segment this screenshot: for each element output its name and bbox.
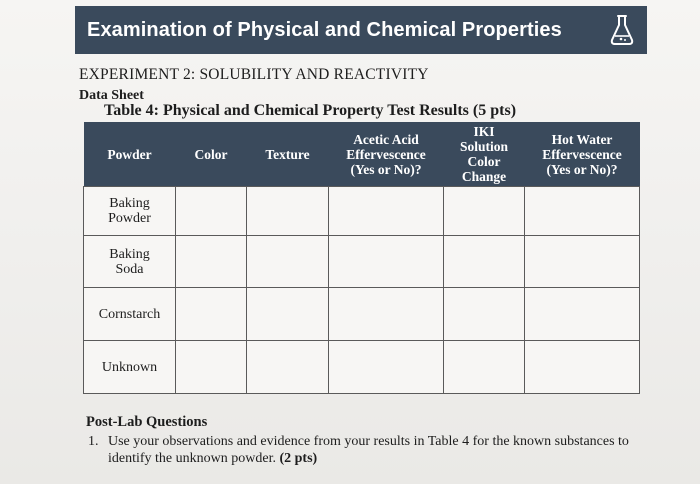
column-header-texture: Texture (247, 122, 329, 187)
question-number: 1. (88, 434, 99, 449)
table-row (84, 187, 640, 236)
powder-name-cell: Unknown (84, 341, 176, 394)
color-cell[interactable] (176, 187, 247, 236)
property-test-table (83, 122, 640, 394)
powder-name-cell: Baking Powder (84, 187, 176, 236)
color-cell[interactable] (176, 236, 247, 288)
table-caption (104, 102, 516, 120)
powder-name-cell: Baking Soda (84, 236, 176, 288)
column-header-color: Color (176, 122, 247, 187)
acetic-acid-cell[interactable] (329, 288, 444, 341)
table-row (84, 236, 640, 288)
hot-water-cell[interactable] (525, 236, 640, 288)
page-title: Examination of Physical and Chemical Properties (87, 18, 562, 41)
texture-cell[interactable] (247, 236, 329, 288)
column-header-hot-water: Hot Water Effervescence (Yes or No)? (525, 122, 640, 187)
powder-name-cell: Cornstarch (84, 288, 176, 341)
post-lab-question-1 (88, 433, 648, 467)
iki-solution-cell[interactable] (444, 236, 525, 288)
experiment-title: EXPERIMENT 2: SOLUBILITY AND REACTIVITY (79, 66, 429, 83)
post-lab-title: Post-Lab Questions (86, 414, 208, 430)
color-cell[interactable] (176, 288, 247, 341)
question-points: (2 pts) (279, 451, 318, 466)
hot-water-cell[interactable] (525, 187, 640, 236)
texture-cell[interactable] (247, 341, 329, 394)
iki-solution-cell[interactable] (444, 341, 525, 394)
table-header-row (84, 122, 640, 187)
column-header-powder: Powder (84, 122, 176, 187)
iki-solution-cell[interactable] (444, 187, 525, 236)
hot-water-cell[interactable] (525, 288, 640, 341)
iki-solution-cell[interactable] (444, 288, 525, 341)
acetic-acid-cell[interactable] (329, 341, 444, 394)
table-row (84, 288, 640, 341)
texture-cell[interactable] (247, 288, 329, 341)
table-row (84, 341, 640, 394)
question-body: Use your observations and evidence from your results in Table 4 for the known substances to identify the unknown powder. (108, 434, 629, 466)
color-cell[interactable] (176, 341, 247, 394)
column-header-acetic-acid: Acetic Acid Effervescence (Yes or No)? (329, 122, 444, 187)
hot-water-cell[interactable] (525, 341, 640, 394)
texture-cell[interactable] (247, 187, 329, 236)
flask-icon (609, 14, 635, 46)
column-header-iki-solution: IKI Solution Color Change (444, 122, 525, 187)
data-sheet-label: Data Sheet (79, 88, 144, 103)
acetic-acid-cell[interactable] (329, 236, 444, 288)
table-caption-points: (5 pts) (472, 102, 517, 119)
question-text (108, 433, 648, 467)
acetic-acid-cell[interactable] (329, 187, 444, 236)
table-caption-text: Table 4: Physical and Chemical Property Test Results (104, 102, 469, 119)
header-banner (75, 6, 647, 54)
